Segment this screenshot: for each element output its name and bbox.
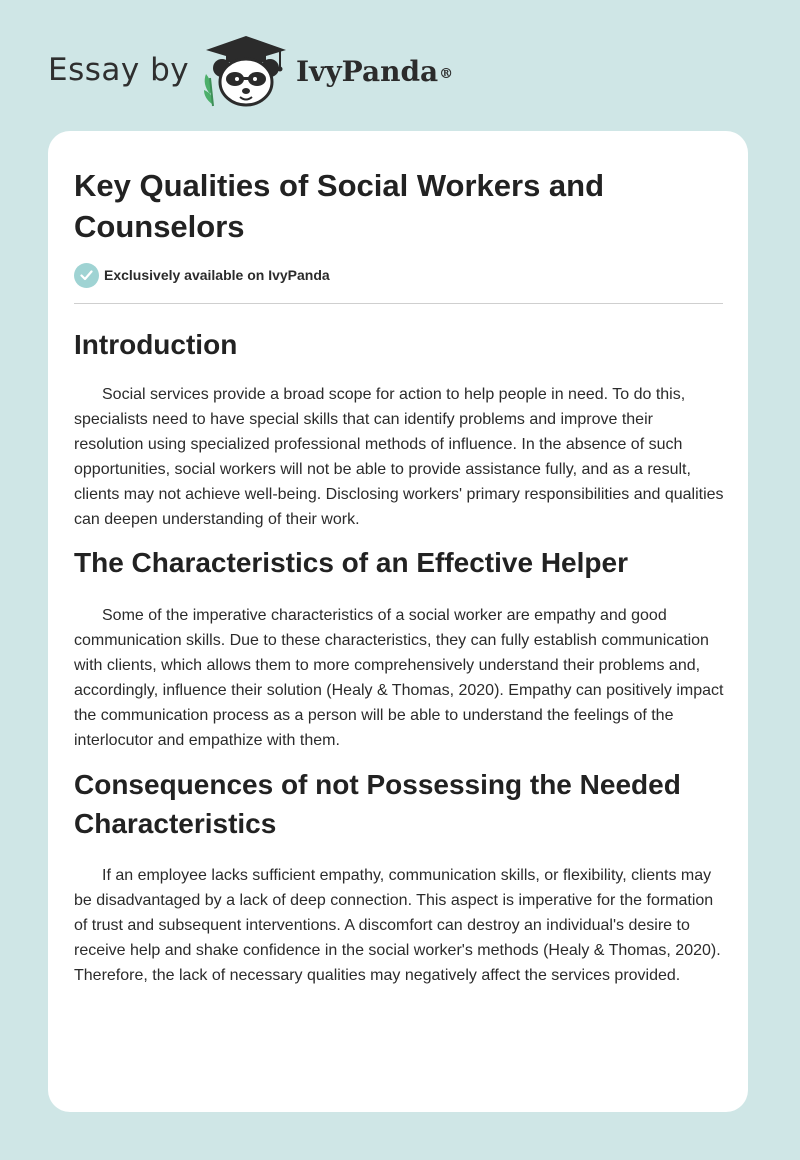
registered-mark: ® [439, 66, 454, 82]
ivypanda-wordmark[interactable] [296, 54, 453, 90]
section-heading-consequences: Consequences of not Possessing the Needed Characteristics [74, 769, 681, 839]
essay-card [48, 131, 748, 1112]
exclusive-badge-label: Exclusively available on IvyPanda [104, 267, 330, 283]
essay-title: Key Qualities of Social Workers and Counselors [74, 168, 605, 244]
section-paragraph-characteristics: Some of the imperative characteristics of a social worker are empathy and good communication skills. Due to these characteristics, they can fully establish communication with clients, which allows them to more comprehensively understand their problems and, accordingly, influence their solution (Healy & Thomas, 2020). Empathy can positively impact the communication process as a person will be able to understand the feelings of the interlocutor and empathize with them. [74, 607, 724, 749]
section-paragraph-consequences: If an employee lacks sufficient empathy, communication skills, or flexibility, clients may be disadvantaged by a lack of deep connection. This aspect is imperative for the formation of trust and subsequent interventions. A discomfort can destroy an individual's desire to receive help and shake confidence in the social worker's methods (Healy & Thomas, 2020). Therefore, the lack of necessary qualities may negatively affect the services provided. [74, 867, 721, 984]
brand-name-text: IvyPanda [296, 55, 439, 88]
exclusive-badge [74, 262, 330, 288]
essay-by-label: Essay by [48, 52, 190, 88]
section-heading-introduction: Introduction [74, 329, 238, 360]
title-divider [74, 303, 723, 304]
site-header [0, 0, 800, 130]
section-heading-characteristics: The Characteristics of an Effective Helper [74, 547, 628, 578]
essay-body [74, 325, 726, 988]
panda-logo-icon[interactable] [200, 34, 292, 108]
section-paragraph-introduction: Social services provide a broad scope for action to help people in need. To do this, specialists need to have special skills that can identify problems and improve their resolution using specialized professional methods of influence. In the absence of such opportunities, social workers will not be able to provide assistance fully, and as a result, clients may not achieve well-being. Disclosing workers' primary responsibilities and qualities can deepen understanding of their work. [74, 386, 724, 528]
check-icon [74, 263, 99, 288]
